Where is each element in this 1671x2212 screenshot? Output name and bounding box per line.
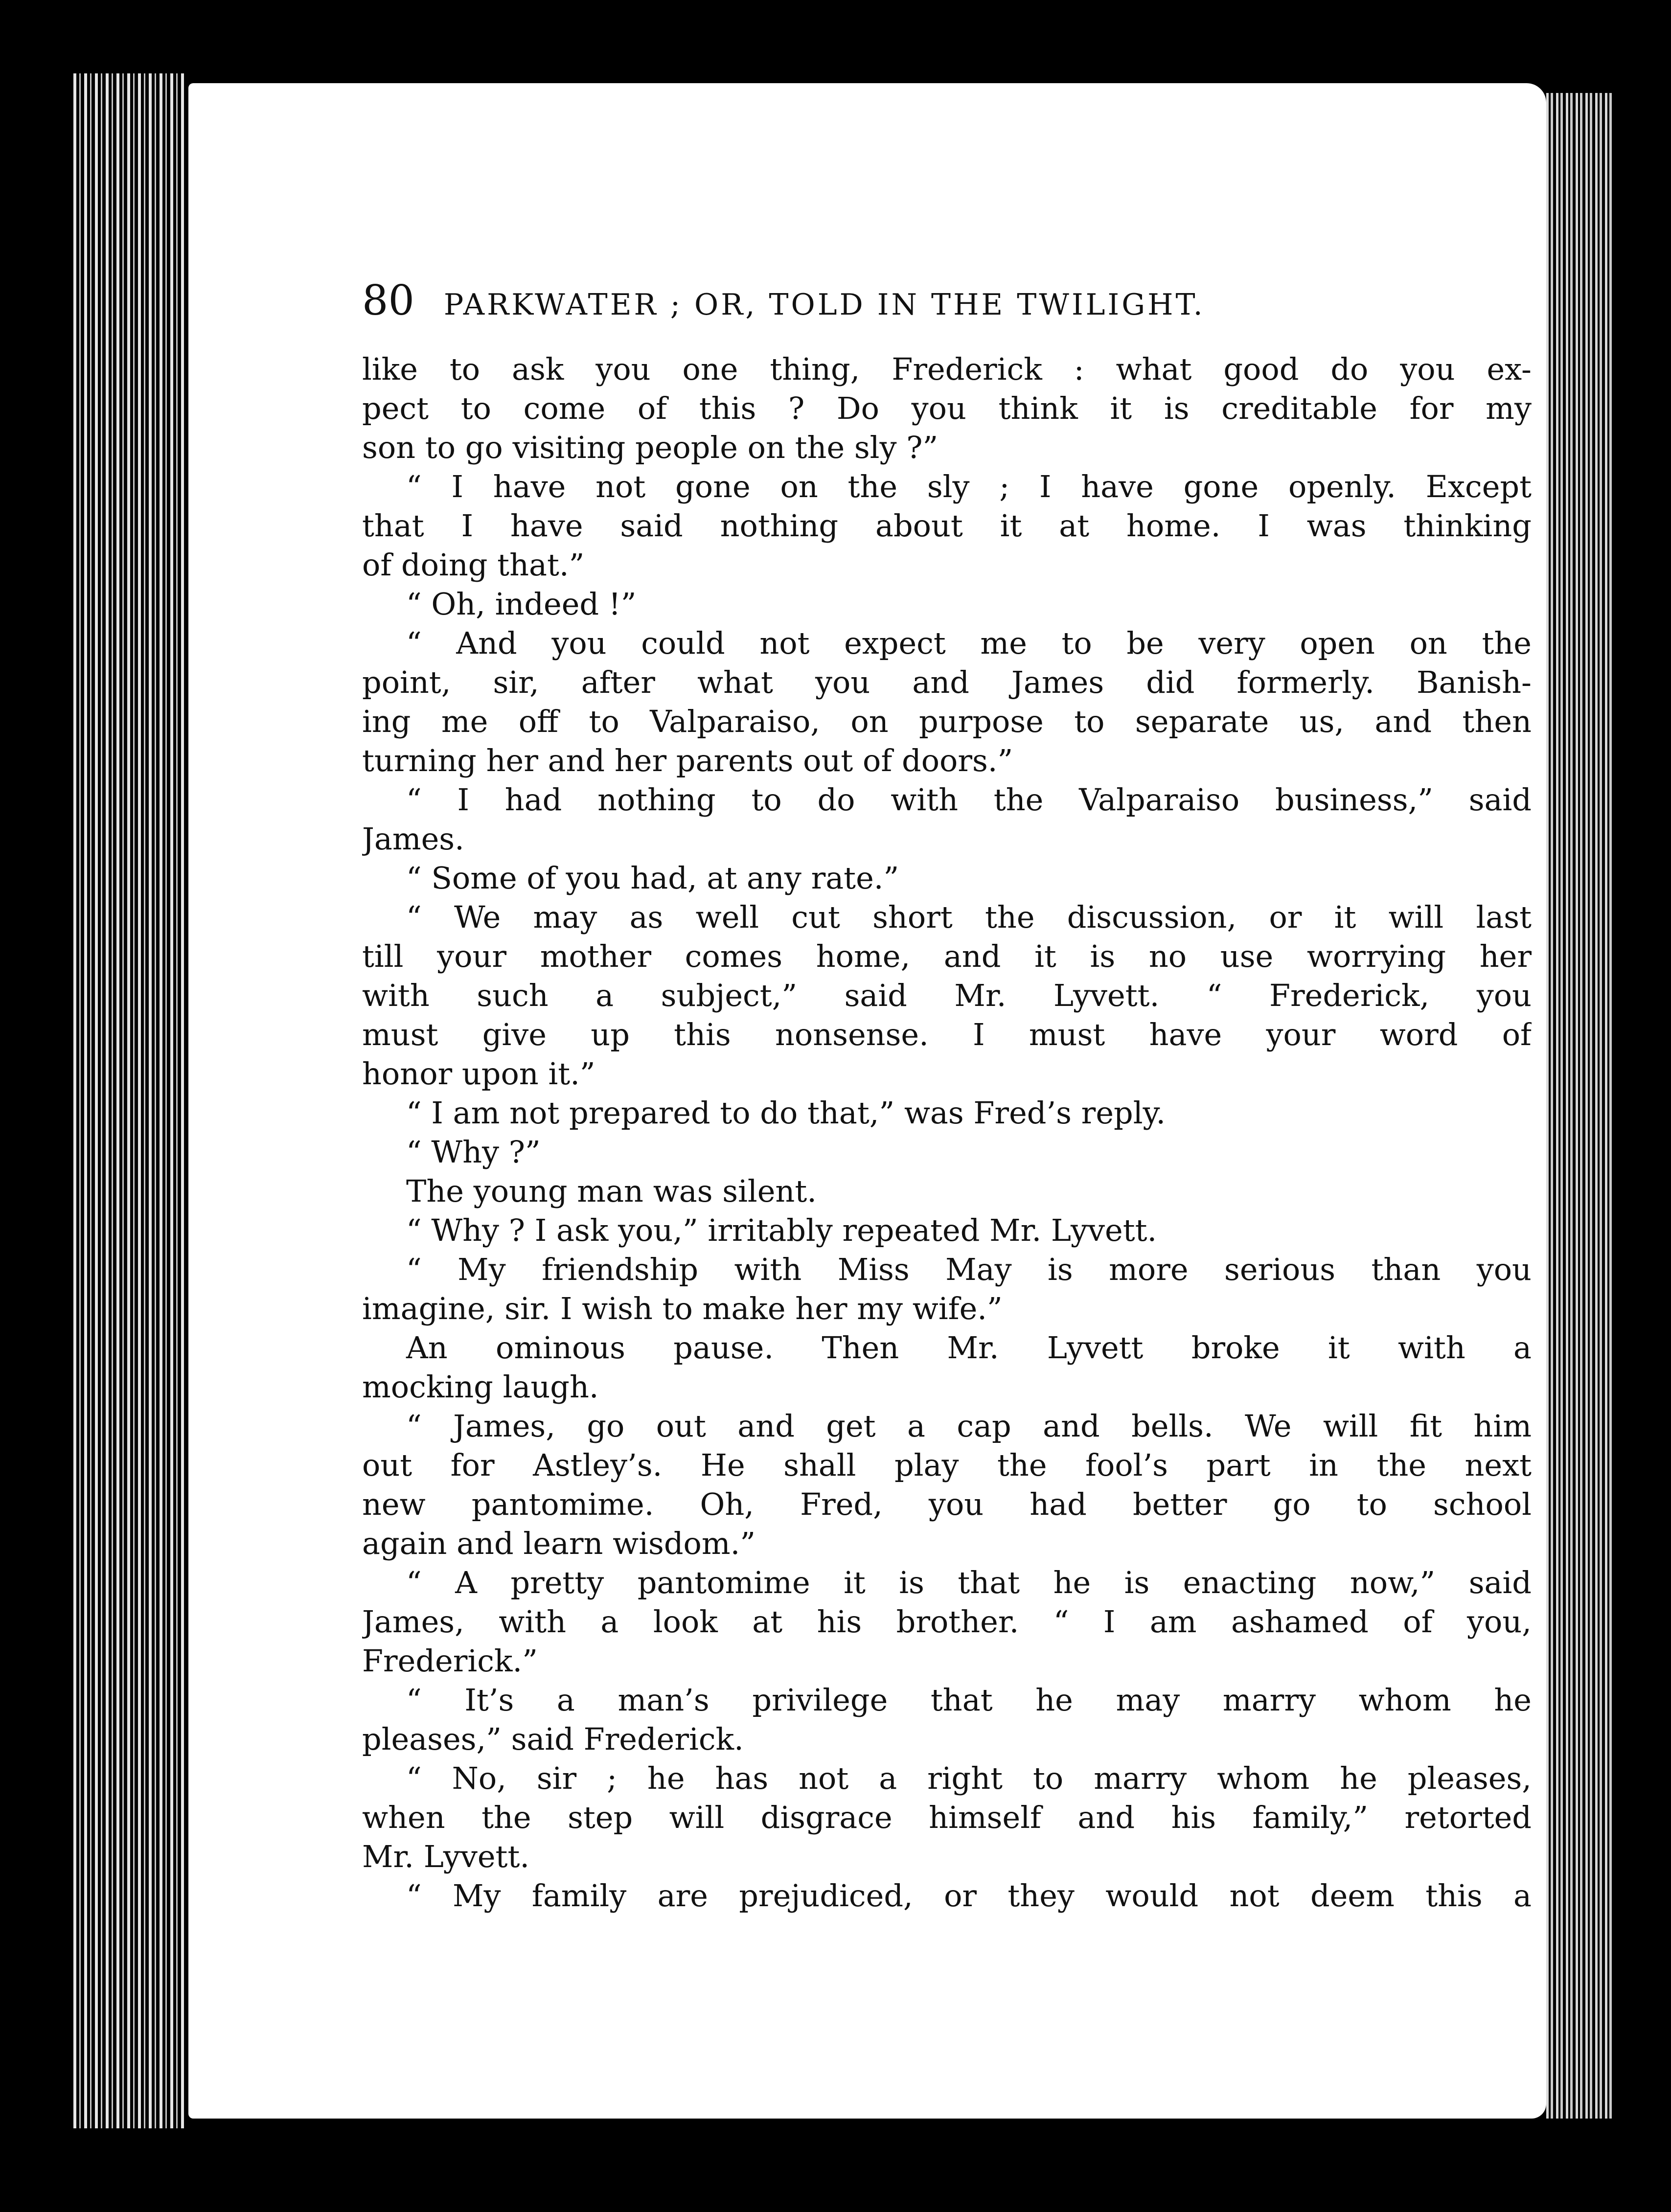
text-line: Mr. Lyvett.	[362, 1839, 530, 1874]
text-line: turning her and her parents out of doors.”	[362, 743, 1013, 778]
text-line: “ Oh, indeed !”	[406, 586, 637, 622]
text-line: The young man was silent.	[406, 1173, 817, 1209]
text-line: imagine, sir. I wish to make her my wife.”	[362, 1291, 1003, 1326]
book-page	[188, 83, 1546, 2119]
text-line: again and learn wisdom.”	[362, 1526, 756, 1561]
text-line: James, with a look at his brother. “ I am ashamed of you,	[362, 1604, 1532, 1640]
text-line: “ I had nothing to do with the Valparaiso business,” said	[406, 782, 1532, 818]
text-line: of doing that.”	[362, 547, 585, 583]
text-line: till your mother comes home, and it is no use worrying her	[362, 938, 1532, 974]
left-page-edges	[73, 73, 186, 2128]
body-text	[362, 350, 1532, 1916]
text-line: “ I have not gone on the sly ; I have gone openly. Except	[406, 469, 1532, 504]
text-line: “ And you could not expect me to be very open on the	[406, 625, 1532, 661]
text-line: ing me off to Valparaiso, on purpose to separate us, and then	[362, 704, 1532, 739]
text-line: “ Why ?”	[406, 1134, 541, 1170]
text-line: out for Astley’s. He shall play the fool’s part in the next	[362, 1447, 1532, 1483]
text-line: pleases,” said Frederick.	[362, 1721, 744, 1757]
text-line: “ James, go out and get a cap and bells. We will fit him	[406, 1408, 1532, 1444]
text-line: mocking laugh.	[362, 1369, 599, 1405]
text-line: “ No, sir ; he has not a right to marry whom he pleases,	[406, 1760, 1532, 1796]
right-page-edges	[1546, 93, 1615, 2119]
text-line: “ A pretty pantomime it is that he is enacting now,” said	[406, 1565, 1532, 1600]
text-line: must give up this nonsense. I must have your word of	[362, 1017, 1532, 1052]
text-line: pect to come of this ? Do you think it is creditable for my	[362, 390, 1532, 426]
text-line: “ Why ? I ask you,” irritably repeated Mr. Lyvett.	[406, 1212, 1157, 1248]
text-line: that I have said nothing about it at home. I was thinking	[362, 508, 1532, 544]
text-line: new pantomime. Oh, Fred, you had better go to school	[362, 1486, 1532, 1522]
text-line: “ My family are prejudiced, or they would not deem this a	[406, 1878, 1532, 1914]
text-line: like to ask you one thing, Frederick : what good do you ex-	[362, 351, 1532, 387]
text-line: when the step will disgrace himself and his family,” retorted	[362, 1800, 1532, 1835]
text-line: “ I am not prepared to do that,” was Fred’s reply.	[406, 1095, 1166, 1131]
text-line: “ It’s a man’s privilege that he may marry whom he	[406, 1682, 1532, 1718]
text-line: “ We may as well cut short the discussion, or it will last	[406, 899, 1532, 935]
text-line: James.	[362, 821, 464, 857]
text-line: “ Some of you had, at any rate.”	[406, 860, 899, 896]
page-number: 80	[362, 276, 414, 324]
text-line: An ominous pause. Then Mr. Lyvett broke it with a	[406, 1330, 1532, 1366]
text-line: honor upon it.”	[362, 1056, 595, 1092]
text-line: with such a subject,” said Mr. Lyvett. “ Frederick, you	[362, 978, 1532, 1013]
page-header	[362, 276, 1453, 324]
text-line: Frederick.”	[362, 1643, 538, 1679]
text-line: son to go visiting people on the sly ?”	[362, 430, 939, 465]
running-title: PARKWATER ; OR, TOLD IN THE TWILIGHT.	[443, 288, 1205, 322]
text-line: “ My friendship with Miss May is more serious than you	[406, 1252, 1532, 1287]
text-line: point, sir, after what you and James did formerly. Banish-	[362, 664, 1532, 700]
